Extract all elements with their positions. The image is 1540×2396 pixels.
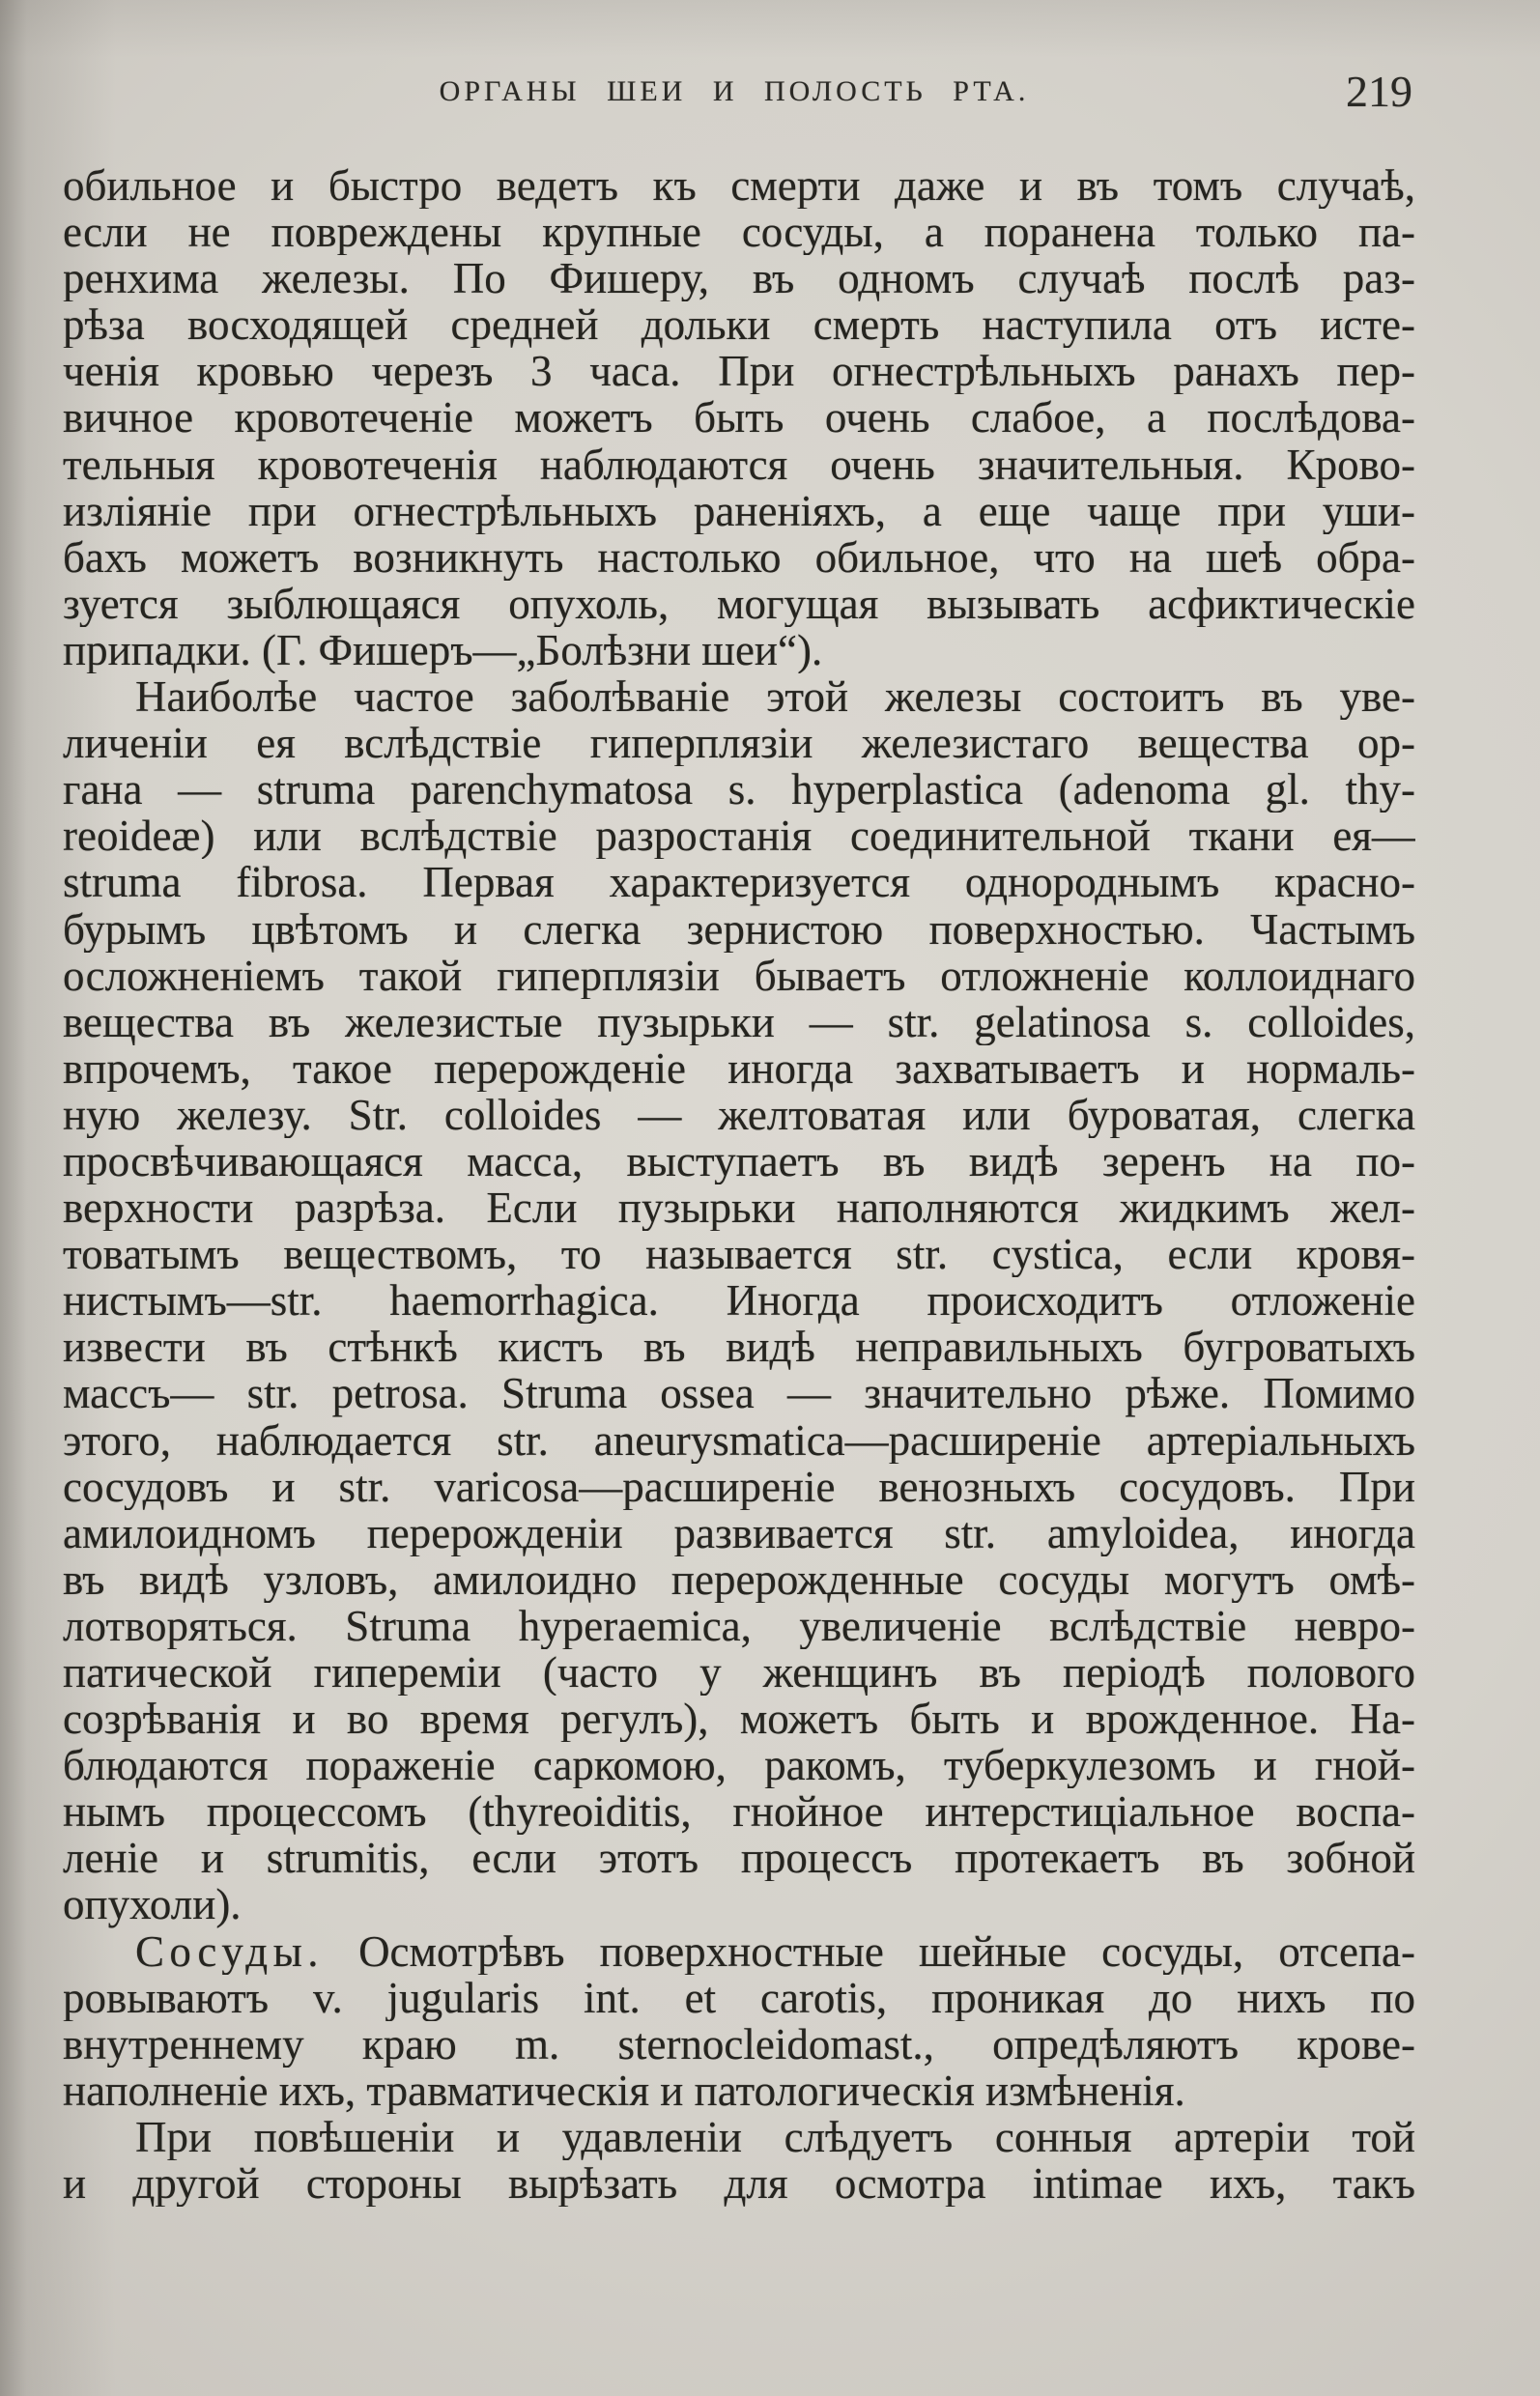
text-line: изліяніе при огнестрѣльныхъ раненіяхъ, а еще чаще при уши- (63, 487, 1415, 534)
text-line: этого, наблюдается str. aneurysmatica—расширеніе артеріальныхъ (63, 1416, 1415, 1464)
text-line: ренхима железы. По Фишеру, въ одномъ случаѣ послѣ раз- (63, 255, 1415, 302)
text-line: и другой стороны вырѣзать для осмотра intimae ихъ, такъ (63, 2160, 1415, 2208)
text-line: ровываютъ v. jugularis int. et carotis, проникая до нихъ по (63, 1974, 1415, 2021)
text-line: ченія кровью черезъ 3 часа. При огнестрѣльныхъ ранахъ пер- (63, 348, 1415, 395)
text-line: въ видѣ узловъ, амилоидно перерожденные сосуды могутъ омѣ- (63, 1555, 1415, 1603)
text-line: тельныя кровотеченія наблюдаются очень значительныя. Крово- (63, 441, 1415, 488)
text-line: лотворяться. Struma hyperaemica, увеличеніе вслѣдствіе невро- (63, 1602, 1415, 1649)
text-line: reoideæ) или вслѣдствіе разростанія соединительной ткани ея— (63, 813, 1415, 860)
text-line: struma fibrosa. Первая характеризуется однороднымъ красно- (63, 859, 1415, 906)
text-line: бурымъ цвѣтомъ и слегка зернистою поверхностью. Частымъ (63, 905, 1415, 953)
text-line: нистымъ—str. haemorrhagica. Иногда происходитъ отложеніе (63, 1277, 1415, 1325)
paragraph (63, 2114, 1415, 2207)
text-line: осложненіемъ такой гиперплязіи бываетъ отложненіе коллоиднаго (63, 952, 1415, 999)
text-line: зуется зыблющаяся опухоль, могущая вызывать асфиктическіе (63, 580, 1415, 627)
text-line: припадки. (Г. Фишеръ—„Болѣзни шеи“). (63, 626, 823, 674)
text-line: При повѣшеніи и удавленіи слѣдуетъ сонныя артеріи той (135, 2113, 1415, 2161)
text-line: леніе и strumitis, если этотъ процессъ протекаетъ въ зобной (63, 1835, 1415, 1882)
text-line: внутреннему краю m. sternocleidomast., опредѣляютъ крове- (63, 2020, 1415, 2068)
text-line: извести въ стѣнкѣ кистъ въ видѣ неправильныхъ бугроватыхъ (63, 1324, 1415, 1371)
page-number: 219 (1346, 67, 1412, 116)
text-line: товатымъ веществомъ, то называется str. cystica, если кровя- (63, 1231, 1415, 1278)
text-line: нымъ процессомъ (thyreoiditis, гнойное интерстиціальное воспа- (63, 1788, 1415, 1836)
text-line: верхности разрѣза. Если пузырьки наполняются жидкимъ жел- (63, 1184, 1415, 1232)
body-text (63, 162, 1415, 2207)
text-line: амилоидномъ перерожденіи развивается str. amyloidea, иногда (63, 1509, 1415, 1556)
text-line: гана — struma parenchymatosa s. hyperplastica (adenoma gl. thy- (63, 766, 1415, 813)
paragraph (63, 162, 1415, 673)
text-line: рѣза восходящей средней дольки смерть наступила отъ исте- (63, 301, 1415, 349)
text-line: сосудовъ и str. varicosa—расширеніе венозныхъ сосудовъ. При (63, 1463, 1415, 1510)
text-line: если не повреждены крупные сосуды, а поранена только па- (63, 209, 1415, 256)
text-line: обильное и быстро ведетъ къ смерти даже и въ томъ случаѣ, (63, 162, 1415, 210)
section-heading: Сосуды. (135, 1927, 324, 1975)
text-line: патической гипереміи (часто у женщинъ въ періодѣ полового (63, 1649, 1415, 1697)
text-line: впрочемъ, такое перерожденіе иногда захватываетъ и нормаль- (63, 1044, 1415, 1092)
text-line (63, 1928, 1415, 1975)
paragraph (63, 673, 1415, 1928)
text-line: блюдаются пораженіе саркомою, ракомъ, туберкулезомъ и гной- (63, 1742, 1415, 1789)
text-line: опухоли). (63, 1881, 242, 1928)
text-line: просвѣчивающаяся масса, выступаетъ въ видѣ зеренъ на по- (63, 1137, 1415, 1185)
text-line: вещества въ железистые пузырьки — str. gelatinosa s. colloides, (63, 998, 1415, 1045)
text-line: бахъ можетъ возникнуть настолько обильное, что на шеѣ обра- (63, 533, 1415, 581)
text-line: массъ— str. petrosa. Struma ossea — значительно рѣже. Помимо (63, 1370, 1415, 1417)
text-line: созрѣванія и во время регулъ), можетъ быть и врожденное. На- (63, 1696, 1415, 1743)
running-title: ОРГАНЫ ШЕИ И ПОЛОСТЬ РТА. (439, 75, 1030, 107)
text-line: наполненіе ихъ, травматическія и патологическія измѣненія. (63, 2067, 1185, 2114)
text-line-content: Осмотрѣвъ поверхностные шейные сосуды, отсепа- (358, 1927, 1415, 1975)
text-line: личеніи ея вслѣдствіе гиперплязіи железистаго вещества ор- (63, 720, 1415, 767)
text-line: вичное кровотеченіе можетъ быть очень слабое, а послѣдова- (63, 394, 1415, 442)
text-line: Наиболѣе частое заболѣваніе этой железы состоитъ въ уве- (135, 673, 1415, 721)
text-line: ную железу. Str. colloides — желтоватая или буроватая, слегка (63, 1091, 1415, 1138)
paragraph (63, 1928, 1415, 2114)
